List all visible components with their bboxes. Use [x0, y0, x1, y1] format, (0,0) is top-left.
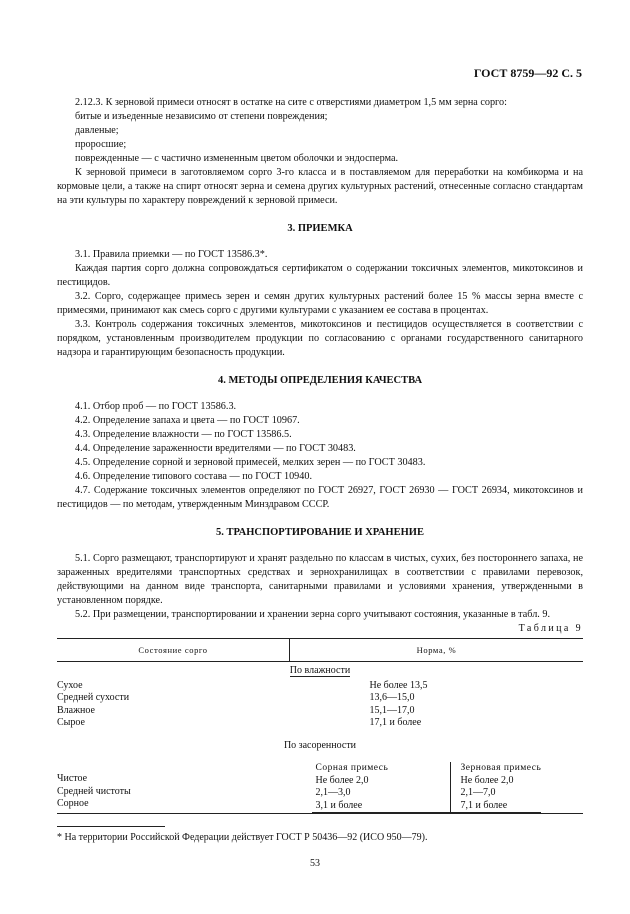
table-cell: 17,1 и более — [369, 717, 422, 728]
table-row — [57, 717, 583, 730]
table-row — [57, 680, 583, 693]
list-item: битые и изъеденные независимо от степени повреждения; — [75, 111, 328, 122]
page-header: ГОСТ 8759—92 С. 5 — [473, 66, 582, 80]
purity-subtable — [312, 762, 542, 813]
row-label: Чистое — [57, 773, 88, 784]
table-cell: 2,1—3,0 — [315, 787, 351, 798]
clause-4-6: 4.6. Определение типового состава — по ГОСТ 10940. — [75, 471, 313, 482]
table-cell: Средней сухости — [57, 692, 130, 703]
table-9 — [57, 638, 583, 814]
table-cell: Не более 13,5 — [369, 679, 428, 691]
page-content — [57, 96, 583, 814]
footnote-divider — [57, 826, 165, 827]
subcolumn-header: Сорная примесь — [315, 763, 389, 773]
table-cell: Не более 2,0 — [315, 774, 369, 786]
subcolumn-header: Зерновая примесь — [460, 763, 542, 773]
table-cell: Сырое — [57, 717, 85, 728]
list-item: проросшие; — [75, 139, 127, 150]
group-header: По засоренности — [283, 739, 357, 751]
table-cell: 13,6—15,0 — [369, 692, 415, 703]
column-header: Норма, % — [290, 639, 584, 662]
row-label: Сорное — [57, 798, 89, 809]
table-cell: 7,1 и более — [460, 799, 508, 811]
clause-5-2: 5.2. При размещении, транспортировании и хранении зерна сорго учитывают состояния, указанные в табл. 9. — [75, 609, 551, 620]
table-row — [57, 760, 583, 814]
clause-2-12-3: 2.12.3. К зерновой примеси относят в остатке на сите с отверстиями диаметром 1,5 мм зерна сорго: — [75, 97, 507, 108]
table-caption: Таблица 9 — [518, 623, 583, 634]
footnote: * На территории Российской Федерации действует ГОСТ Р 50436—92 (ИСО 950—79). — [57, 832, 428, 843]
table-cell: 15,1—17,0 — [369, 704, 415, 716]
clause-3-3: 3.3. Контроль содержания токсичных элементов, микотоксинов и пестицидов осуществляется в соответствии с порядком, установленным производителем продукции по согласованию с органами государственного санитарного надзора и гарантирующим безопасность продукции. — [57, 319, 583, 358]
group-header — [57, 662, 583, 680]
clause-4-1: 4.1. Отбор проб — по ГОСТ 13586.3. — [75, 401, 237, 412]
section-title-4: 4. МЕТОДЫ ОПРЕДЕЛЕНИЯ КАЧЕСТВА — [217, 375, 423, 386]
clause-4-5: 4.5. Определение сорной и зерновой примесей, мелких зерен — по ГОСТ 30483. — [75, 457, 426, 468]
clause-4-3: 4.3. Определение влажности — по ГОСТ 13586.5. — [75, 429, 292, 440]
clause-4-7: 4.7. Содержание токсичных элементов определяют по ГОСТ 26927, ГОСТ 26930 — ГОСТ 26934, микотоксинов и пестицидов — по методам, утвержденным Минздравом СССР. — [57, 485, 583, 510]
list-item: давленые; — [75, 125, 119, 136]
table-row — [57, 705, 583, 718]
table-cell: 3,1 и более — [315, 799, 363, 811]
clause-3-2: 3.2. Сорго, содержащее примесь зерен и семян других культурных растений более 15 % массы зерна вместе с примесями, принимают как смесь сорго с другими культурами с указанием ее состава в процентах. — [57, 291, 583, 316]
table-cell: Не более 2,0 — [460, 774, 514, 786]
paragraph: К зерновой примеси в заготовляемом сорго 3-го класса и в поставляемом для переработки на комбикорма и на кормовые цели, а также на спирт относят зерна и семена других культурных растений, отнесенные согласно стандартам на эти культуры по характеру повреждений к зерновой примеси. — [57, 167, 583, 206]
table-cell — [290, 760, 584, 814]
clause-4-4: 4.4. Определение зараженности вредителями — по ГОСТ 30483. — [75, 443, 356, 454]
table-cell: Сухое — [57, 679, 83, 691]
clause-3-1: 3.1. Правила приемки — по ГОСТ 13586.3*. — [75, 249, 268, 260]
subcol-weed — [312, 762, 451, 813]
table-cell — [57, 760, 290, 814]
table-row — [57, 692, 583, 705]
page-number: 53 — [310, 858, 320, 869]
section-title-5: 5. ТРАНСПОРТИРОВАНИЕ И ХРАНЕНИЕ — [216, 527, 424, 538]
table-cell: Влажное — [57, 704, 95, 716]
paragraph: Каждая партия сорго должна сопровождаться сертификатом о содержании токсичных элементов, микотоксинов и пестицидов. — [57, 263, 583, 288]
column-header: Состояние сорго — [57, 639, 290, 662]
row-label: Средней чистоты — [57, 785, 131, 797]
clause-4-2: 4.2. Определение запаха и цвета — по ГОСТ 10967. — [75, 415, 300, 426]
subcol-grain — [450, 762, 541, 813]
clause-5-1: 5.1. Сорго размещают, транспортируют и хранят раздельно по классам в чистых, сухих, без постороннего запаха, не зараженных вредителями транспортных средствах и зернохранилищах в соответствии с правилами перевозок, действующими на данном виде транспорта, санитарными правилами и условиями хранения, утвержденными в установленном порядке. — [57, 553, 583, 606]
list-item: поврежденные — с частично измененным цветом оболочки и эндосперма. — [75, 153, 399, 164]
section-title-3: 3. ПРИЕМКА — [287, 223, 353, 234]
table-cell: 2,1—7,0 — [460, 787, 496, 798]
group-label: По влажности — [289, 665, 351, 676]
